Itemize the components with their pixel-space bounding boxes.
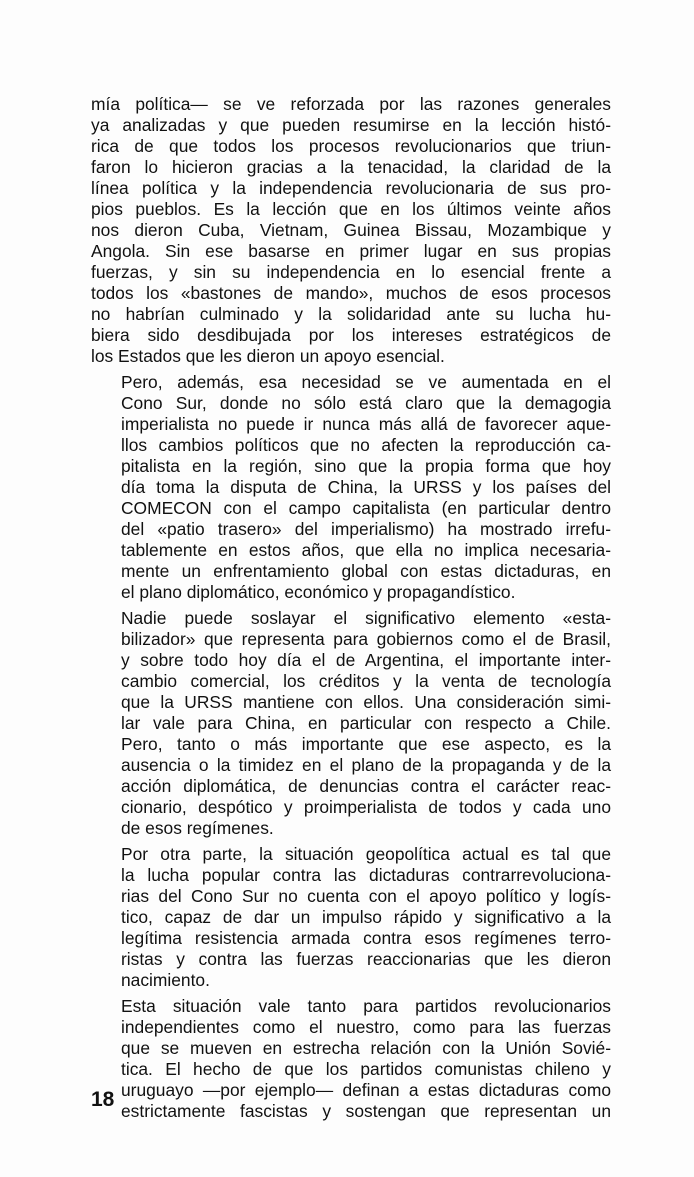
text-line: lar vale para China, en particular con respecto a Chile. xyxy=(121,713,611,733)
text-line: nos dieron Cuba, Vietnam, Guinea Bissau, Mozambique y xyxy=(91,220,611,240)
text-line: tica. El hecho de que los partidos comunistas chileno y xyxy=(121,1059,611,1079)
text-line: legítima resistencia armada contra esos regímenes terro- xyxy=(121,928,611,948)
text-line: y sobre todo hoy día el de Argentina, el importante inter- xyxy=(121,650,611,670)
text-line: mente un enfrentamiento global con estas dictaduras, en xyxy=(121,561,611,581)
text-line: cionario, despótico y proimperialista de todos y cada uno xyxy=(121,797,611,817)
text-line: que se mueven en estrecha relación con la Unión Sovié- xyxy=(121,1038,611,1058)
text-line: Pero, tanto o más importante que ese aspecto, es la xyxy=(121,734,611,754)
text-line: bilizador» que representa para gobiernos como el de Brasil, xyxy=(121,629,611,649)
text-line: Pero, además, esa necesidad se ve aumentada en el xyxy=(121,372,611,392)
text-line: todos los «bastones de mando», muchos de esos procesos xyxy=(91,283,611,303)
text-line: llos cambios políticos que no afecten la reproducción ca- xyxy=(121,435,611,455)
text-line: biera sido desdibujada por los intereses estratégicos de xyxy=(91,325,611,345)
text-line: línea política y la independencia revolucionaria de sus pro- xyxy=(91,178,611,198)
text-line: pitalista en la región, sino que la propia forma que hoy xyxy=(121,456,611,476)
text-line: el plano diplomático, económico y propagandístico. xyxy=(121,582,516,602)
body-text xyxy=(91,94,611,1122)
paragraph xyxy=(91,372,611,603)
text-line: tico, capaz de dar un impulso rápido y significativo a la xyxy=(121,907,611,927)
text-line: Por otra parte, la situación geopolítica actual es tal que xyxy=(121,844,611,864)
text-line: Esta situación vale tanto para partidos revolucionarios xyxy=(121,996,611,1016)
text-line: del «patio trasero» del imperialismo) ha mostrado irrefu- xyxy=(121,519,611,539)
text-line: no habrían culminado y la solidaridad ante su lucha hu- xyxy=(91,304,611,324)
text-line: faron lo hicieron gracias a la tenacidad, la claridad de la xyxy=(91,157,611,177)
text-line: Nadie puede soslayar el significativo elemento «esta- xyxy=(121,608,611,628)
text-line: día toma la disputa de China, la URSS y los países del xyxy=(121,477,611,497)
text-line: independientes como el nuestro, como para las fuerzas xyxy=(121,1017,611,1037)
text-line: la lucha popular contra las dictaduras contrarrevoluciona- xyxy=(121,865,611,885)
text-line: nacimiento. xyxy=(121,970,210,990)
text-line: acción diplomática, de denuncias contra el carácter reac- xyxy=(121,776,611,796)
text-line: ya analizadas y que pueden resumirse en la lección histó- xyxy=(91,115,611,135)
text-line: uruguayo —por ejemplo— definan a estas dictaduras como xyxy=(121,1080,611,1100)
text-line: de esos regímenes. xyxy=(121,818,274,838)
text-line: pios pueblos. Es la lección que en los últimos veinte años xyxy=(91,199,611,219)
text-line: cambio comercial, los créditos y la venta de tecnología xyxy=(121,671,611,691)
text-line: tablemente en estos años, que ella no implica necesaria- xyxy=(121,540,611,560)
text-line: mía política— se ve reforzada por las razones generales xyxy=(91,94,611,114)
text-line: rica de que todos los procesos revolucionarios que triun- xyxy=(91,136,611,156)
paragraph xyxy=(91,608,611,839)
text-line: que la URSS mantiene con ellos. Una consideración simi- xyxy=(121,692,611,712)
paragraph xyxy=(91,844,611,991)
text-line: imperialista no puede ir nunca más allá de favorecer aque- xyxy=(121,414,611,434)
page-number: 18 xyxy=(91,1088,115,1111)
text-line: Angola. Sin ese basarse en primer lugar en sus propias xyxy=(91,241,611,261)
paragraph xyxy=(91,94,611,367)
text-line: rias del Cono Sur no cuenta con el apoyo político y logís- xyxy=(121,886,611,906)
text-line: estrictamente fascistas y sostengan que representan un xyxy=(121,1101,611,1121)
text-line: ristas y contra las fuerzas reaccionarias que les dieron xyxy=(121,949,611,969)
text-line: COMECON con el campo capitalista (en particular dentro xyxy=(121,498,611,518)
text-line: fuerzas, y sin su independencia en lo esencial frente a xyxy=(91,262,611,282)
paragraph xyxy=(91,996,611,1122)
text-line: los Estados que les dieron un apoyo esencial. xyxy=(91,346,445,366)
text-line: ausencia o la timidez en el plano de la propaganda y de la xyxy=(121,755,611,775)
text-line: Cono Sur, donde no sólo está claro que la demagogia xyxy=(121,393,611,413)
